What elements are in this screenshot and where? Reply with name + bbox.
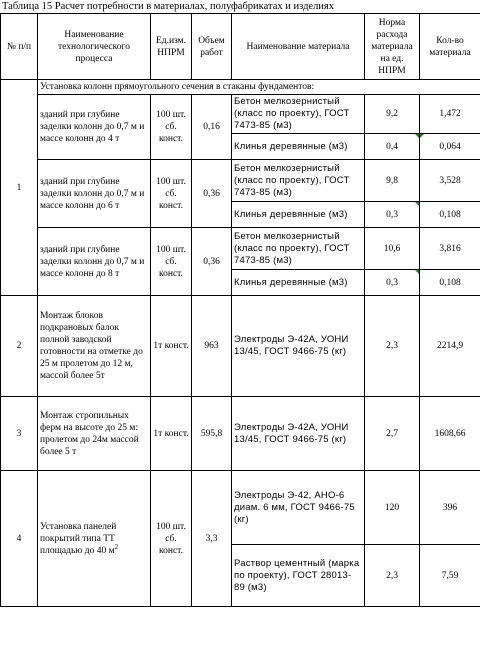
table-row	[1, 397, 480, 471]
row-number: 3	[1, 397, 38, 471]
material-cell: Бетон мелкозернистый (класс по проекту), ГОСТ 7473-85 (м3)	[232, 95, 365, 134]
qty-cell: 0,108	[420, 270, 480, 296]
volume-cell: 0,36	[192, 228, 232, 296]
unit-cell: 100 шт. сб. конст.	[151, 95, 192, 160]
process-superscript: 2	[114, 542, 119, 551]
volume-cell: 0,16	[192, 95, 232, 160]
row-number: 2	[1, 296, 38, 397]
norm-cell: 0,4	[365, 134, 420, 160]
header-process: Наименование технологического процесса	[38, 14, 151, 80]
material-cell: Бетон мелкозернистый (класс по проекту), ГОСТ 7473-85 (м3)	[232, 160, 365, 202]
header-row	[1, 14, 480, 80]
process-cell	[38, 471, 151, 607]
norm-cell: 9,8	[365, 160, 420, 202]
volume-cell: 963	[192, 296, 232, 397]
qty-cell: 3,528	[420, 160, 480, 202]
materials-table	[0, 13, 480, 607]
material-cell: Электроды Э-42, АНО-6 диам. 6 мм, ГОСТ 9466-75 (кг)	[232, 471, 365, 545]
process-cell: Монтаж стропильных ферм на высоте до 25 м: пролетом до 24м массой более 5 т	[38, 397, 151, 471]
process-cell: зданий при глубине заделки колонн до 0,7 м и массе колонн до 6 т	[38, 160, 151, 228]
volume-cell: 3,3	[192, 471, 232, 607]
qty-cell: 2214,9	[420, 296, 480, 397]
header-norm: Норма расхода материала на ед. НПРМ	[365, 14, 420, 80]
norm-cell: 2,3	[365, 296, 420, 397]
volume-cell: 0,36	[192, 160, 232, 228]
section-1-title-row	[1, 80, 480, 95]
norm-cell: 120	[365, 471, 420, 545]
unit-cell: 1т конст.	[151, 397, 192, 471]
material-cell: Электроды Э-42А, УОНИ 13/45, ГОСТ 9466-75 (кг)	[232, 296, 365, 397]
material-cell: Электроды Э-42А, УОНИ 13/45, ГОСТ 9466-75 (кг)	[232, 397, 365, 471]
unit-cell: 1т конст.	[151, 296, 192, 397]
qty-cell: 0,064	[420, 134, 480, 160]
process-cell: зданий при глубине заделки колонн до 0,7 м и массе колонн до 4 т	[38, 95, 151, 160]
header-material: Наименование материала	[232, 14, 365, 80]
norm-cell: 0,3	[365, 202, 420, 228]
norm-cell: 10,6	[365, 228, 420, 270]
unit-cell: 100 шт. сб. конст.	[151, 471, 192, 607]
row-number: 1	[1, 80, 38, 296]
qty-cell: 1,472	[420, 95, 480, 134]
header-qty: Кол-во материала	[420, 14, 480, 80]
header-num: № п/п	[1, 14, 38, 80]
qty-cell: 3,816	[420, 228, 480, 270]
norm-cell: 0,3	[365, 270, 420, 296]
unit-cell: 100 шт. сб. конст.	[151, 160, 192, 228]
row-number: 4	[1, 471, 38, 607]
qty-cell: 7,59	[420, 545, 480, 607]
table-row	[1, 95, 480, 134]
header-volume: Объем работ	[192, 14, 232, 80]
process-cell: Монтаж блоков подкрановых балок полной заводской готовности на отметке до 25 м пролетом до 12 м, массой более 5т	[38, 296, 151, 397]
material-cell: Клинья деревянные (м3)	[232, 134, 365, 160]
material-cell: Клинья деревянные (м3)	[232, 202, 365, 228]
material-cell: Раствор цементный (марка по проекту), ГОСТ 28013-89 (м3)	[232, 545, 365, 607]
section-title: Установка колонн прямоугольного сечения в стаканы фундаментов:	[38, 80, 480, 95]
table-row	[1, 296, 480, 397]
header-unit: Ед.изм. НПРМ	[151, 14, 192, 80]
table-row	[1, 471, 480, 545]
process-cell: зданий при глубине заделки колонн до 0,7 м и массе колонн до 8 т	[38, 228, 151, 296]
unit-cell: 100 шт. сб. конст.	[151, 228, 192, 296]
process-text: Установка панелей покрытий типа ТТ площадью до 40 м	[40, 521, 117, 556]
norm-cell: 2,3	[365, 545, 420, 607]
table-row	[1, 228, 480, 270]
qty-cell: 396	[420, 471, 480, 545]
table-row	[1, 160, 480, 202]
volume-cell: 595,8	[192, 397, 232, 471]
table-caption: Таблица 15 Расчет потребности в материалах, полуфабрикатах и изделиях	[2, 1, 335, 12]
norm-cell: 2,7	[365, 397, 420, 471]
material-cell: Клинья деревянные (м3)	[232, 270, 365, 296]
norm-cell: 9,2	[365, 95, 420, 134]
material-cell: Бетон мелкозернистый (класс по проекту), ГОСТ 7473-85 (м3)	[232, 228, 365, 270]
qty-cell: 0,108	[420, 202, 480, 228]
qty-cell: 1608,66	[420, 397, 480, 471]
